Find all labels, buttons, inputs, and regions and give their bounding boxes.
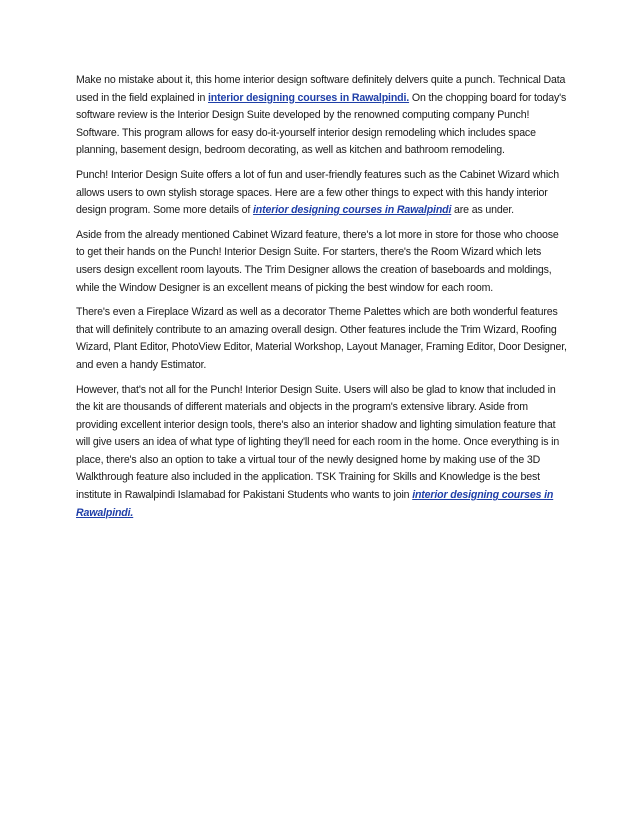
paragraph-1-text-before: Make no mistake about it, this home interior design software definitely delvers quite a punch. Technical Data used in the field explained in <box>76 74 566 104</box>
paragraph-2-text-after: are as under. <box>451 204 514 217</box>
interior-courses-link-2[interactable]: interior designing courses in Rawalpindi <box>253 204 452 217</box>
paragraph-5 <box>76 382 568 523</box>
interior-courses-link-1[interactable]: interior designing courses in Rawalpindi. <box>208 91 410 104</box>
paragraph-1-text-after: On the chopping board for today's software review is the Interior Design Suite developed by the renowned computing company Punch! Software. This program allows for easy do-it-yourself interior design remodeling which includes space planning, basement design, bedroom decorating, as well as kitchen and bathroom remodeling. <box>76 91 567 157</box>
paragraph-3: Aside from the already mentioned Cabinet Wizard feature, there's a lot more in store for those who choose to get their hands on the Punch! Interior Design Suite. For starters, there's the Room Wizard which lets users design excellent room layouts. The Trim Designer allows the creation of baseboards and moldings, while the Window Designer is an excellent means of picking the best window for each room. <box>76 228 559 294</box>
paragraph-1 <box>76 72 568 160</box>
paragraph-2-text-before: Punch! Interior Design Suite offers a lot of fun and user-friendly features such as the Cabinet Wizard which allows users to own stylish storage spaces. Here are a few other things to expect with this handy interior design program. Some more details of <box>76 168 559 217</box>
paragraph-5-text-before: However, that's not all for the Punch! Interior Design Suite. Users will also be glad to know that included in the kit are thousands of different materials and objects in the program's extensive library. Aside from providing excellent interior design tools, there's also an interior shadow and lighting simulation feature that will give users an idea of what type of lighting they'll need for each room in the home. Once everything is in place, there's also an option to take a virtual tour of the newly designed home by making use of the 3D Walkthrough feature also included in the application. TSK Training for Skills and Knowledge is the best institute in Rawalpindi Islamabad for Pakistani Students who wants to join <box>76 383 560 502</box>
interior-courses-link-3[interactable]: interior designing courses in Rawalpindi. <box>76 489 554 519</box>
paragraph-4: There's even a Fireplace Wizard as well as a decorator Theme Palettes which are both wonderful features that will definitely contribute to an amazing overall design. Other features include the Trim Wizard, Roofing Wizard, Plant Editor, PhotoView Editor, Material Workshop, Layout Manager, Framing Editor, Door Designer, and even a handy Estimator. <box>76 306 567 371</box>
document-body <box>76 72 568 529</box>
paragraph-2 <box>76 167 568 220</box>
